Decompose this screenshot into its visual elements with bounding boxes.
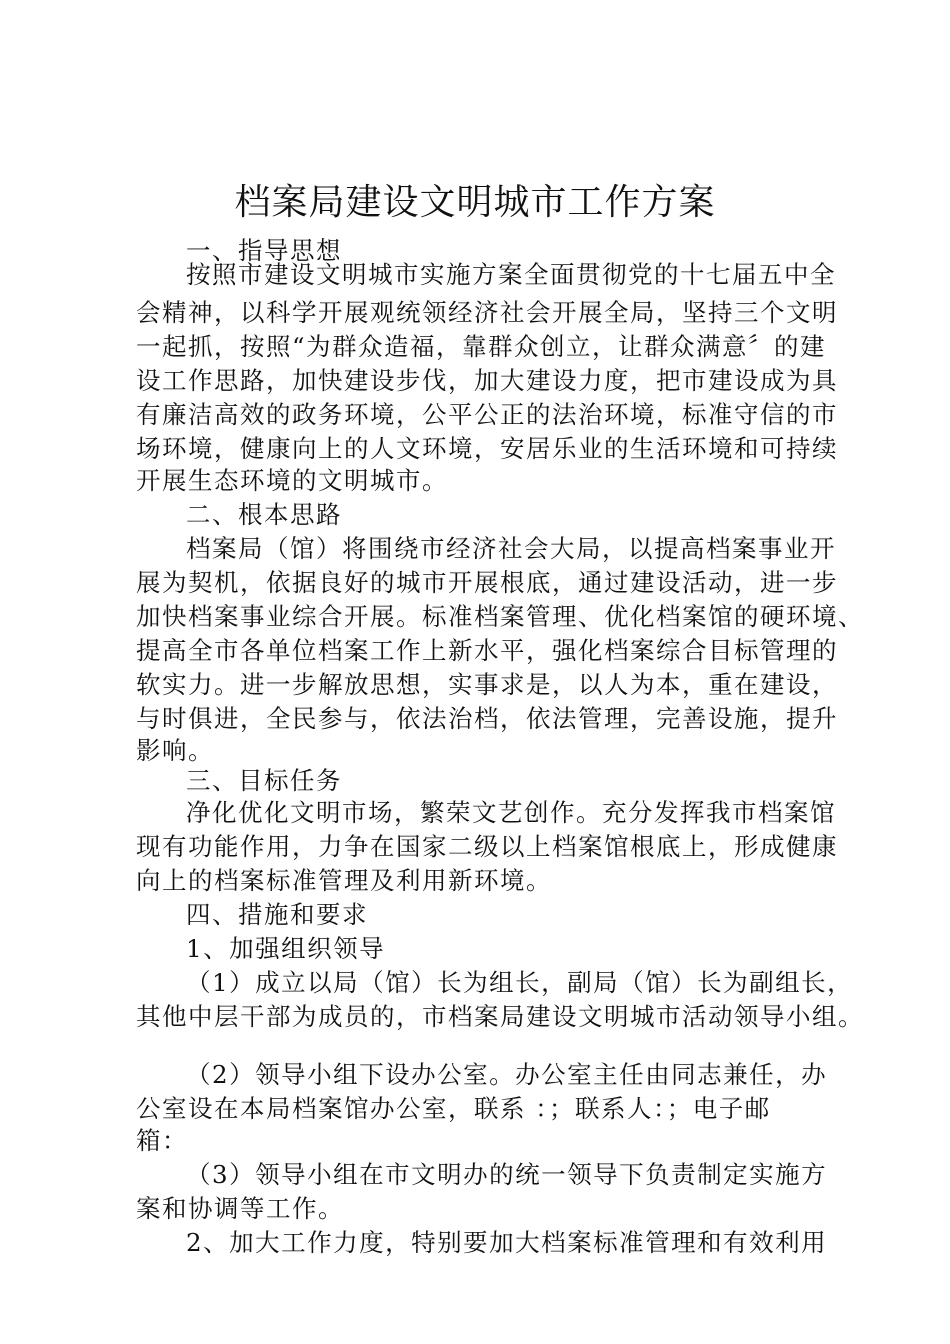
paragraph-line: 案和协调等工作。 (136, 1194, 344, 1223)
paragraph-line: （3）领导小组在市文明办的统一领导下负责制定实施方 (186, 1160, 828, 1189)
section-heading-3: 三、目标任务 (186, 766, 342, 795)
paragraph-line: 公室设在本局档案馆办公室，联系 ：；联系人：；电子邮 (136, 1094, 771, 1123)
section-heading-1: 一、指导思想 (186, 236, 342, 265)
section-heading-2: 二、根本思路 (186, 500, 342, 529)
paragraph-line: 箱： (136, 1126, 188, 1155)
paragraph-line: 与时俱进，全民参与，依法治档，依法管理，完善设施，提升 (136, 704, 838, 733)
paragraph-line: 会精神，以科学开展观统领经济社会开展全局，坚持三个文明 (136, 298, 838, 327)
paragraph-line: 影响。 (136, 736, 214, 765)
paragraph-line: 展为契机，依据良好的城市开展根底，通过建设活动，进一步 (136, 568, 838, 597)
paragraph-line: 加快档案事业综合开展。标准档案管理、优化档案馆的硬环境、 (136, 602, 864, 631)
section-heading-4: 四、措施和要求 (186, 900, 368, 929)
paragraph-line: 有廉洁高效的政务环境，公平公正的法治环境，标准守信的市 (136, 400, 838, 429)
paragraph-line: 按照市建设文明城市实施方案全面贯彻党的十七届五中全 (186, 260, 836, 289)
paragraph-line: （1）成立以局（馆）长为组长，副局（馆）长为副组长， (186, 968, 854, 997)
paragraph-line: 向上的档案标准管理及利用新环境。 (136, 866, 552, 895)
paragraph-line: 软实力。进一步解放思想，实事求是，以人为本，重在建设， (136, 670, 838, 699)
subheading: 1、加强组织领导 (186, 934, 386, 963)
paragraph-line: 开展生态环境的文明城市。 (136, 466, 448, 495)
paragraph-line: 其他中层干部为成员的，市档案局建设文明城市活动领导小组。 (136, 1002, 864, 1031)
subheading: 2、加大工作力度，特别要加大档案标准管理和有效利用 (186, 1228, 828, 1257)
paragraph-line: 提高全市各单位档案工作上新水平，强化档案综合目标管理的 (136, 636, 838, 665)
paragraph-line: 设工作思路，加快建设步伐，加大建设力度，把市建设成为具 (136, 366, 838, 395)
paragraph-line: 档案局（馆）将围绕市经济社会大局，以提高档案事业开 (186, 534, 836, 563)
document-title: 档案局建设文明城市工作方案 (234, 182, 716, 223)
paragraph-line: 场环境，健康向上的人文环境，安居乐业的生活环境和可持续 (136, 434, 838, 463)
paragraph-line: 一起抓，按照“为群众造福，靠群众创立，让群众满意〞的建 (136, 332, 827, 361)
paragraph-line: 现有功能作用，力争在国家二级以上档案馆根底上，形成健康 (136, 832, 838, 861)
paragraph-line: （2）领导小组下设办公室。办公室主任由同志兼任，办 (186, 1060, 828, 1089)
paragraph-line: 净化优化文明市场，繁荣文艺创作。充分发挥我市档案馆 (186, 798, 836, 827)
